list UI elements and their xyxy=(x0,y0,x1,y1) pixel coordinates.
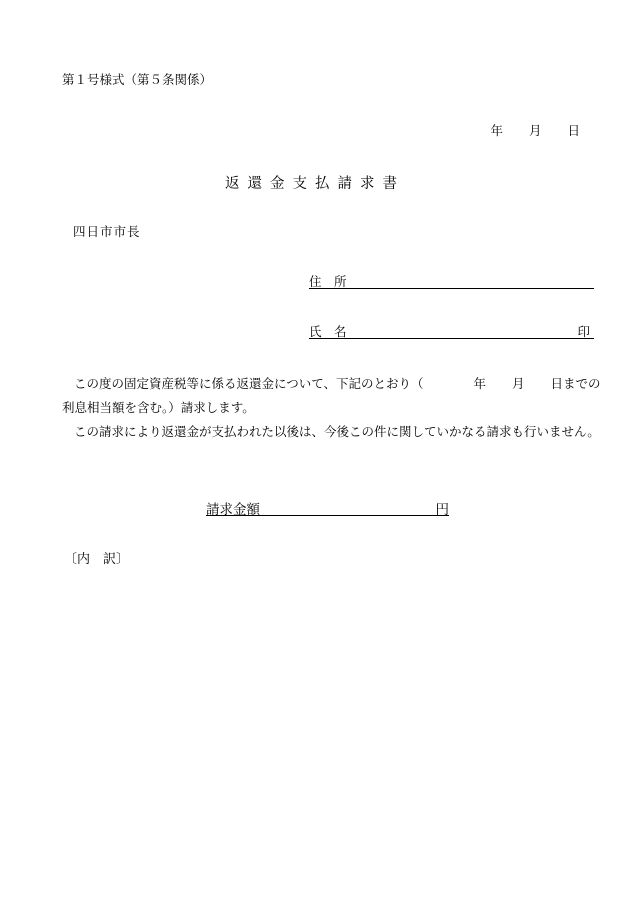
name-field[interactable] xyxy=(309,322,594,339)
requested-amount-label: 請求金額 xyxy=(206,502,260,518)
paragraph-line-2: 利息相当額を含む。）請求します。 xyxy=(62,400,255,415)
date-day-label: 日 xyxy=(567,123,580,138)
address-field[interactable] xyxy=(309,272,594,289)
form-number: 第１号様式（第５条関係） xyxy=(62,72,213,87)
document-title: 返還金支払請求書 xyxy=(225,176,405,192)
date-year-label: 年 xyxy=(490,123,503,138)
yen-unit: 円 xyxy=(435,502,449,518)
paragraph-day-label: 日までの xyxy=(550,376,601,391)
request-paragraph xyxy=(62,372,602,444)
seal-mark: 印 xyxy=(577,324,590,339)
paragraph-month-label: 月 xyxy=(512,376,525,391)
paragraph-line-1 xyxy=(62,372,602,396)
date-month-label: 月 xyxy=(528,123,542,138)
addressee: 四日市市長 xyxy=(73,224,141,239)
requested-amount-field[interactable] xyxy=(206,498,449,516)
name-label: 氏 名 xyxy=(309,324,347,339)
paragraph-line-3: この請求により返還金が支払われた以後は、今後この件に関していかなる請求も行いません。 xyxy=(74,424,600,439)
paragraph-year-label: 年 xyxy=(473,376,487,391)
date-line xyxy=(490,121,580,139)
breakdown-heading: 〔内 訳〕 xyxy=(64,552,130,567)
paragraph-line-1-text: この度の固定資産税等に係る返還金について、下記のとおり（ xyxy=(74,376,424,391)
address-label: 住 所 xyxy=(309,274,347,289)
